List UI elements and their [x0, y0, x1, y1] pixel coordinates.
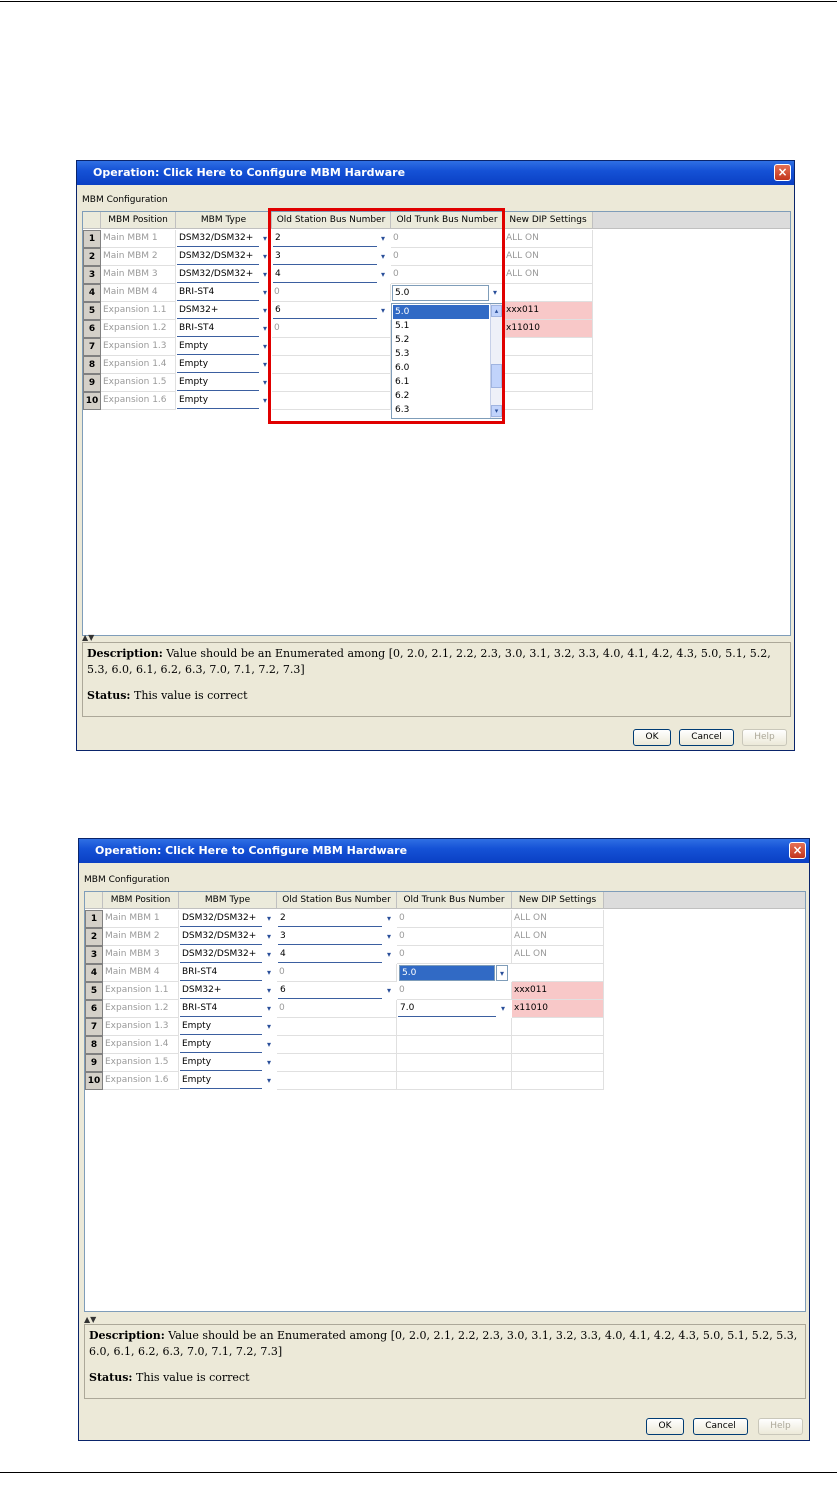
row-number[interactable]: 4: [83, 284, 101, 302]
col-header-position[interactable]: MBM Position: [101, 212, 176, 229]
row-number[interactable]: 8: [83, 356, 101, 374]
station-cell[interactable]: [277, 1036, 397, 1054]
col-header-trunk[interactable]: Old Trunk Bus Number: [391, 212, 504, 229]
row-number[interactable]: 3: [85, 946, 103, 964]
station-cell[interactable]: 0: [272, 284, 391, 302]
chevron-down-icon[interactable]: ▾: [259, 375, 271, 391]
type-combo[interactable]: BRI-ST4: [177, 285, 259, 301]
type-combo[interactable]: Empty: [177, 339, 259, 355]
chevron-down-icon[interactable]: ▾: [259, 285, 271, 301]
description-panel: [82, 642, 791, 717]
chevron-down-icon[interactable]: ▾: [263, 1019, 275, 1035]
chevron-down-icon[interactable]: ▾: [383, 929, 395, 945]
row-number[interactable]: 9: [83, 374, 101, 392]
dropdown-option[interactable]: 5.0: [393, 305, 489, 319]
trunk-cell[interactable]: [397, 1072, 512, 1090]
position-cell: Main MBM 4: [103, 964, 179, 982]
trunk-cell[interactable]: 0: [397, 946, 512, 964]
help-button[interactable]: Help: [758, 1418, 803, 1435]
position-cell: Expansion 1.3: [103, 1018, 179, 1036]
position-cell: Main MBM 3: [103, 946, 179, 964]
mbm-table: [84, 891, 806, 1312]
station-combo[interactable]: 4: [278, 947, 382, 963]
dip-cell: xxx011: [504, 302, 593, 320]
type-combo[interactable]: Empty: [177, 393, 259, 409]
dropdown-option[interactable]: 5.1: [395, 321, 410, 331]
type-combo[interactable]: BRI-ST4: [177, 321, 259, 337]
station-cell[interactable]: 0: [272, 320, 391, 338]
station-combo[interactable]: 4: [273, 267, 377, 283]
row-number[interactable]: 4: [85, 964, 103, 982]
type-combo[interactable]: Empty: [180, 1019, 262, 1035]
row-number[interactable]: 6: [83, 320, 101, 338]
chevron-down-icon[interactable]: ▾: [497, 1001, 509, 1017]
chevron-down-icon[interactable]: ▾: [263, 929, 275, 945]
table-row[interactable]: [85, 910, 604, 928]
position-cell: Expansion 1.6: [103, 1072, 179, 1090]
chevron-down-icon[interactable]: ▾: [259, 303, 271, 319]
trunk-cell[interactable]: 0: [391, 230, 504, 248]
col-header-num: [85, 892, 103, 909]
chevron-down-icon[interactable]: ▾: [259, 231, 271, 247]
dip-cell: x11010: [504, 320, 593, 338]
station-cell[interactable]: [277, 1054, 397, 1072]
col-header-dip[interactable]: New DIP Settings: [504, 212, 593, 229]
trunk-combo[interactable]: 7.0: [398, 1001, 496, 1017]
status-label: Status:: [89, 1371, 133, 1384]
status-text: This value is correct: [133, 689, 248, 702]
chevron-down-icon[interactable]: ▾: [383, 947, 395, 963]
chevron-down-icon[interactable]: ▾: [263, 965, 275, 981]
row-number[interactable]: 5: [83, 302, 101, 320]
position-cell: Expansion 1.3: [101, 338, 176, 356]
row-number[interactable]: 2: [83, 248, 101, 266]
trunk-cell[interactable]: [397, 1036, 512, 1054]
chevron-down-icon[interactable]: ▾: [263, 1073, 275, 1089]
description-text: Value should be an Enumerated among [0, 2.0, 2.1, 2.2, 2.3, 3.0, 3.1, 3.2, 3.3, 4.0, 4.1, 4.2, 4.3, 5.0, 5.1, 5.2, 5.3, 6.0, 6.1, 6.2, 6.3, 7.0, 7.1, 7.2, 7.3]: [89, 1329, 798, 1358]
row-number[interactable]: 3: [83, 266, 101, 284]
dropdown-option[interactable]: 6.2: [395, 391, 410, 401]
row-number[interactable]: 9: [85, 1054, 103, 1072]
type-combo[interactable]: DSM32/DSM32+: [180, 929, 262, 945]
table-row[interactable]: [85, 1036, 604, 1054]
station-combo[interactable]: 2: [278, 911, 382, 927]
chevron-down-icon[interactable]: ▾: [496, 965, 508, 981]
cancel-button[interactable]: Cancel: [693, 1418, 748, 1435]
description-label: Description:: [87, 647, 163, 660]
station-cell[interactable]: [277, 1018, 397, 1036]
table-row[interactable]: [85, 1054, 604, 1072]
close-icon[interactable]: ×: [789, 842, 806, 859]
trunk-cell[interactable]: [397, 1018, 512, 1036]
status-text: This value is correct: [135, 1371, 250, 1384]
dip-cell: ALL ON: [504, 266, 593, 284]
position-cell: Expansion 1.1: [101, 302, 176, 320]
position-cell: Main MBM 1: [103, 910, 179, 928]
header-filler: [593, 212, 790, 229]
dip-cell: ALL ON: [504, 248, 593, 266]
configure-mbm-dialog-top: [76, 160, 795, 751]
chevron-down-icon[interactable]: ▾: [259, 321, 271, 337]
row-number[interactable]: 2: [85, 928, 103, 946]
page-bottom-rule: [0, 1472, 837, 1473]
type-combo[interactable]: Empty: [177, 375, 259, 391]
chevron-down-icon[interactable]: ▾: [259, 249, 271, 265]
splitter-arrows-icon[interactable]: ▲▼: [84, 1315, 97, 1324]
type-combo[interactable]: DSM32+: [180, 983, 262, 999]
position-cell: Expansion 1.4: [101, 356, 176, 374]
table-row[interactable]: [85, 982, 604, 1000]
ok-button[interactable]: OK: [633, 729, 671, 746]
chevron-down-icon[interactable]: ▾: [263, 911, 275, 927]
position-cell: Expansion 1.2: [101, 320, 176, 338]
close-icon[interactable]: ×: [774, 164, 791, 181]
header-filler: [604, 892, 805, 909]
type-combo[interactable]: DSM32/DSM32+: [177, 231, 259, 247]
chevron-down-icon[interactable]: ▾: [259, 393, 271, 409]
type-combo[interactable]: DSM32/DSM32+: [177, 267, 259, 283]
row-number[interactable]: 10: [83, 392, 101, 410]
position-cell: Main MBM 2: [103, 928, 179, 946]
dip-cell: [504, 392, 593, 410]
col-header-type[interactable]: MBM Type: [176, 212, 272, 229]
description-panel: [84, 1324, 806, 1399]
type-combo[interactable]: DSM32/DSM32+: [177, 249, 259, 265]
scroll-down-icon[interactable]: ▾: [491, 405, 502, 417]
chevron-down-icon[interactable]: ▾: [489, 285, 501, 301]
chevron-down-icon[interactable]: ▾: [263, 983, 275, 999]
dialog-title: Operation: Click Here to Configure MBM Hardware: [79, 839, 809, 863]
trunk-combo-selected[interactable]: 5.0: [399, 965, 495, 981]
ok-button[interactable]: OK: [646, 1418, 684, 1435]
trunk-cell[interactable]: 0: [397, 928, 512, 946]
station-combo[interactable]: 6: [278, 983, 382, 999]
chevron-down-icon[interactable]: ▾: [259, 339, 271, 355]
chevron-down-icon[interactable]: ▾: [377, 249, 389, 265]
station-cell[interactable]: 0: [277, 964, 397, 982]
position-cell: Expansion 1.1: [103, 982, 179, 1000]
type-combo[interactable]: Empty: [180, 1073, 262, 1089]
position-cell: Expansion 1.6: [101, 392, 176, 410]
row-number[interactable]: 7: [83, 338, 101, 356]
dip-cell: [504, 374, 593, 392]
col-header-station[interactable]: Old Station Bus Number: [272, 212, 391, 229]
row-number[interactable]: 1: [83, 230, 101, 248]
col-header-trunk[interactable]: Old Trunk Bus Number: [397, 892, 512, 909]
position-cell: Main MBM 4: [101, 284, 176, 302]
position-cell: Expansion 1.5: [103, 1054, 179, 1072]
dip-cell: xxx011: [512, 982, 604, 1000]
table-row[interactable]: [85, 1072, 604, 1090]
chevron-down-icon[interactable]: ▾: [263, 1001, 275, 1017]
chevron-down-icon[interactable]: ▾: [263, 947, 275, 963]
dip-cell: ALL ON: [512, 928, 604, 946]
chevron-down-icon[interactable]: ▾: [383, 983, 395, 999]
position-cell: Expansion 1.2: [103, 1000, 179, 1018]
row-number[interactable]: 8: [85, 1036, 103, 1054]
table-row[interactable]: [85, 1000, 604, 1018]
col-header-num: [83, 212, 101, 229]
row-number[interactable]: 7: [85, 1018, 103, 1036]
chevron-down-icon[interactable]: ▾: [377, 303, 389, 319]
dip-cell: [512, 1054, 604, 1072]
trunk-cell[interactable]: 0: [391, 266, 504, 284]
dip-cell: ALL ON: [504, 230, 593, 248]
dropdown-option[interactable]: 5.2: [395, 335, 410, 345]
dropdown-option[interactable]: 6.0: [395, 363, 410, 373]
station-cell[interactable]: 0: [277, 1000, 397, 1018]
col-header-station[interactable]: Old Station Bus Number: [277, 892, 397, 909]
type-combo[interactable]: BRI-ST4: [180, 1001, 262, 1017]
trunk-cell[interactable]: 0: [391, 248, 504, 266]
chevron-down-icon[interactable]: ▾: [259, 267, 271, 283]
dip-cell: ALL ON: [512, 910, 604, 928]
dropdown-option[interactable]: 6.3: [395, 405, 410, 415]
splitter-arrows-icon[interactable]: ▲▼: [82, 633, 95, 642]
row-number[interactable]: 6: [85, 1000, 103, 1018]
section-label: MBM Configuration: [84, 875, 170, 885]
trunk-cell[interactable]: 0: [397, 982, 512, 1000]
dip-cell: [512, 1018, 604, 1036]
dropdown-option[interactable]: 6.1: [395, 377, 410, 387]
page-top-rule: [0, 1, 837, 2]
position-cell: Main MBM 2: [101, 248, 176, 266]
dip-cell: [504, 284, 593, 302]
chevron-down-icon[interactable]: ▾: [263, 1037, 275, 1053]
station-combo[interactable]: 3: [273, 249, 377, 265]
description-label: Description:: [89, 1329, 165, 1342]
table-row[interactable]: [85, 928, 604, 946]
dip-cell: [504, 356, 593, 374]
station-cell[interactable]: [277, 1072, 397, 1090]
station-combo[interactable]: 6: [273, 303, 377, 319]
chevron-down-icon[interactable]: ▾: [377, 231, 389, 247]
dialog-title: Operation: Click Here to Configure MBM Hardware: [77, 161, 794, 185]
dip-cell: [512, 1072, 604, 1090]
type-combo[interactable]: Empty: [180, 1037, 262, 1053]
position-cell: Main MBM 1: [101, 230, 176, 248]
scroll-up-icon[interactable]: ▴: [491, 305, 502, 317]
dropdown-option[interactable]: 5.3: [395, 349, 410, 359]
position-cell: Main MBM 3: [101, 266, 176, 284]
highlight-box: [268, 208, 505, 424]
trunk-cell[interactable]: 0: [397, 910, 512, 928]
type-combo[interactable]: DSM32/DSM32+: [180, 911, 262, 927]
description-text: Value should be an Enumerated among [0, 2.0, 2.1, 2.2, 2.3, 3.0, 3.1, 3.2, 3.3, 4.0, 4.1, 4.2, 4.3, 5.0, 5.1, 5.2, 5.3, 6.0, 6.1, 6.2, 6.3, 7.0, 7.1, 7.2, 7.3]: [87, 647, 771, 676]
position-cell: Expansion 1.4: [103, 1036, 179, 1054]
chevron-down-icon[interactable]: ▾: [263, 1055, 275, 1071]
table-row[interactable]: [85, 1018, 604, 1036]
help-button[interactable]: Help: [742, 729, 787, 746]
status-label: Status:: [87, 689, 131, 702]
configure-mbm-dialog-bottom: [78, 838, 810, 1441]
col-header-dip[interactable]: New DIP Settings: [512, 892, 604, 909]
table-row[interactable]: [85, 946, 604, 964]
dip-cell: [512, 964, 604, 982]
row-number[interactable]: 10: [85, 1072, 103, 1090]
col-header-position[interactable]: MBM Position: [103, 892, 179, 909]
col-header-type[interactable]: MBM Type: [179, 892, 277, 909]
row-number[interactable]: 5: [85, 982, 103, 1000]
trunk-cell[interactable]: [397, 1054, 512, 1072]
table-row[interactable]: [85, 964, 604, 982]
cancel-button[interactable]: Cancel: [679, 729, 734, 746]
chevron-down-icon[interactable]: ▾: [377, 267, 389, 283]
dip-cell: [504, 338, 593, 356]
type-combo[interactable]: Empty: [177, 357, 259, 373]
type-combo[interactable]: DSM32/DSM32+: [180, 947, 262, 963]
type-combo[interactable]: Empty: [180, 1055, 262, 1071]
section-label: MBM Configuration: [82, 195, 168, 205]
type-combo[interactable]: BRI-ST4: [180, 965, 262, 981]
chevron-down-icon[interactable]: ▾: [259, 357, 271, 373]
station-combo[interactable]: 2: [273, 231, 377, 247]
dip-cell: [512, 1036, 604, 1054]
station-combo[interactable]: 3: [278, 929, 382, 945]
type-combo[interactable]: DSM32+: [177, 303, 259, 319]
position-cell: Expansion 1.5: [101, 374, 176, 392]
dip-cell: x11010: [512, 1000, 604, 1018]
chevron-down-icon[interactable]: ▾: [383, 911, 395, 927]
row-number[interactable]: 1: [85, 910, 103, 928]
dip-cell: ALL ON: [512, 946, 604, 964]
trunk-combo-open[interactable]: 5.0: [392, 285, 489, 301]
